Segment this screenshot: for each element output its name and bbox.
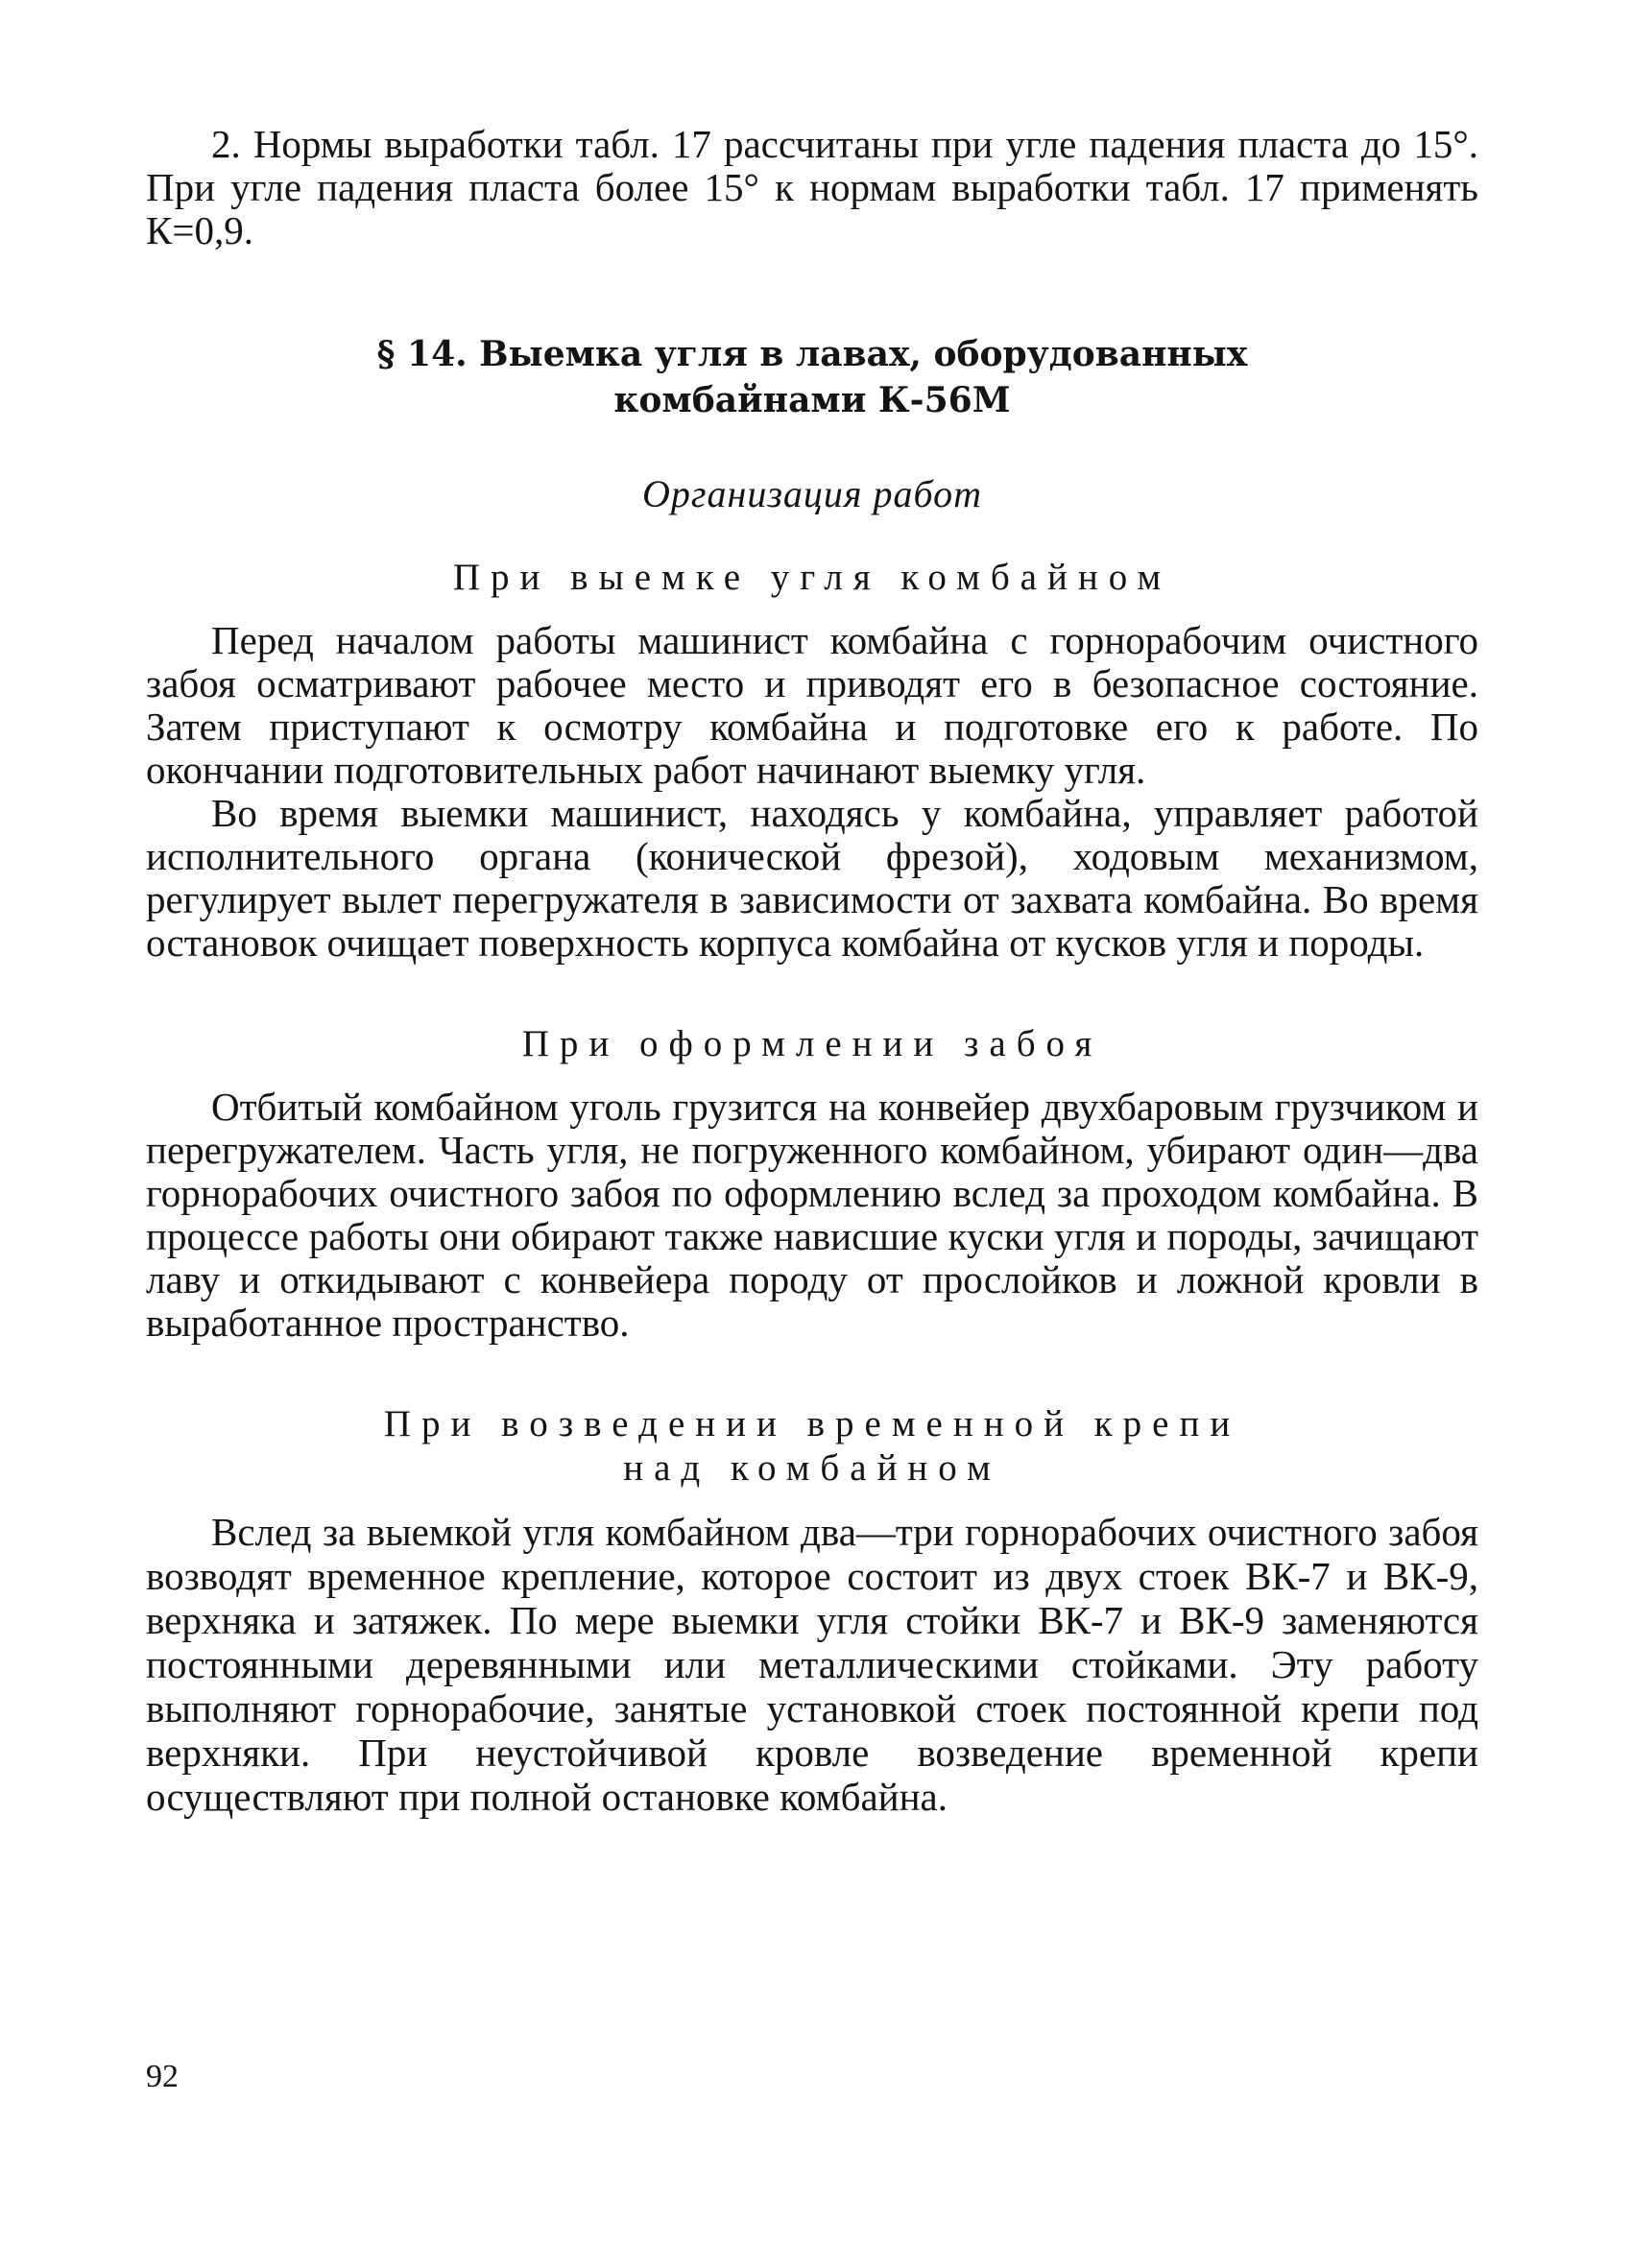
page-body (146, 123, 1478, 1819)
section-title (146, 331, 1478, 423)
note-paragraph: 2. Нормы выработки табл. 17 рассчитаны при угле падения пласта до 15°. При угле падения пласта более 15° к нормам выработки табл. 17 применять К=0,9. (146, 122, 1478, 252)
block1-paragraph-2: Во время выемки машинист, находясь у комбайна, управляет работой исполнительного органа (конической фрезой), ходовым механизмом, регулирует вылет перегружателя в зависимости от захвата комбайна. Во время остановок очищает поверхность корпуса комбайна от кусков угля и породы. (146, 791, 1478, 965)
block3-heading-line-1: При возведении временной крепи (383, 1403, 1241, 1444)
block3-heading-line-2: над комбайном (623, 1447, 1001, 1489)
block1-heading: При выемке угля комбайном (452, 557, 1172, 598)
page-number: 92 (146, 2059, 179, 2094)
block3-paragraph: Вслед за выемкой угля комбайном два—три горнорабочих очистного забоя возводят временное крепление, которое состоит из двух стоек ВК-7 и ВК-9, верхняка и затяжек. По мере выемки угля стойки ВК-7 и ВК-9 заменяются постоянными деревянными или металлическими стойками. Эту работу выполняют горнорабочие, занятые установкой стоек постоянной крепи под верхняки. При неустойчивой кровле возведение временной крепи осуществляют при полной остановке комбайна. (146, 1510, 1478, 1819)
block1-paragraph-1: Перед началом работы машинист комбайна с горнорабочим очистного забоя осматривают рабочее место и приводят его в безопасное состояние. Затем приступают к осмотру комбайна и подготовке его к работе. По окончании подготовительных работ начинают выемку угля. (146, 618, 1478, 792)
block2-heading: При оформлении забоя (521, 1023, 1103, 1064)
section-title-line-2: комбайнами К-56М (613, 380, 1011, 420)
section-title-line-1: § 14. Выемка угля в лавах, оборудованных (376, 334, 1248, 374)
block2-paragraph: Отбитый комбайном уголь грузится на конвейер двухбаровым грузчиком и перегружателем. Часть угля, не погруженного комбайном, убирают один—два горнорабочих очистного забоя по оформлению вслед за проходом комбайна. В процессе работы они обирают также нависшие куски угля и породы, зачищают лаву и откидывают с конвейера породу от прослойков и ложной кровли в выработанное пространство. (146, 1085, 1478, 1345)
section-subtitle: Организация работ (641, 472, 982, 515)
block3-heading (146, 1402, 1478, 1491)
